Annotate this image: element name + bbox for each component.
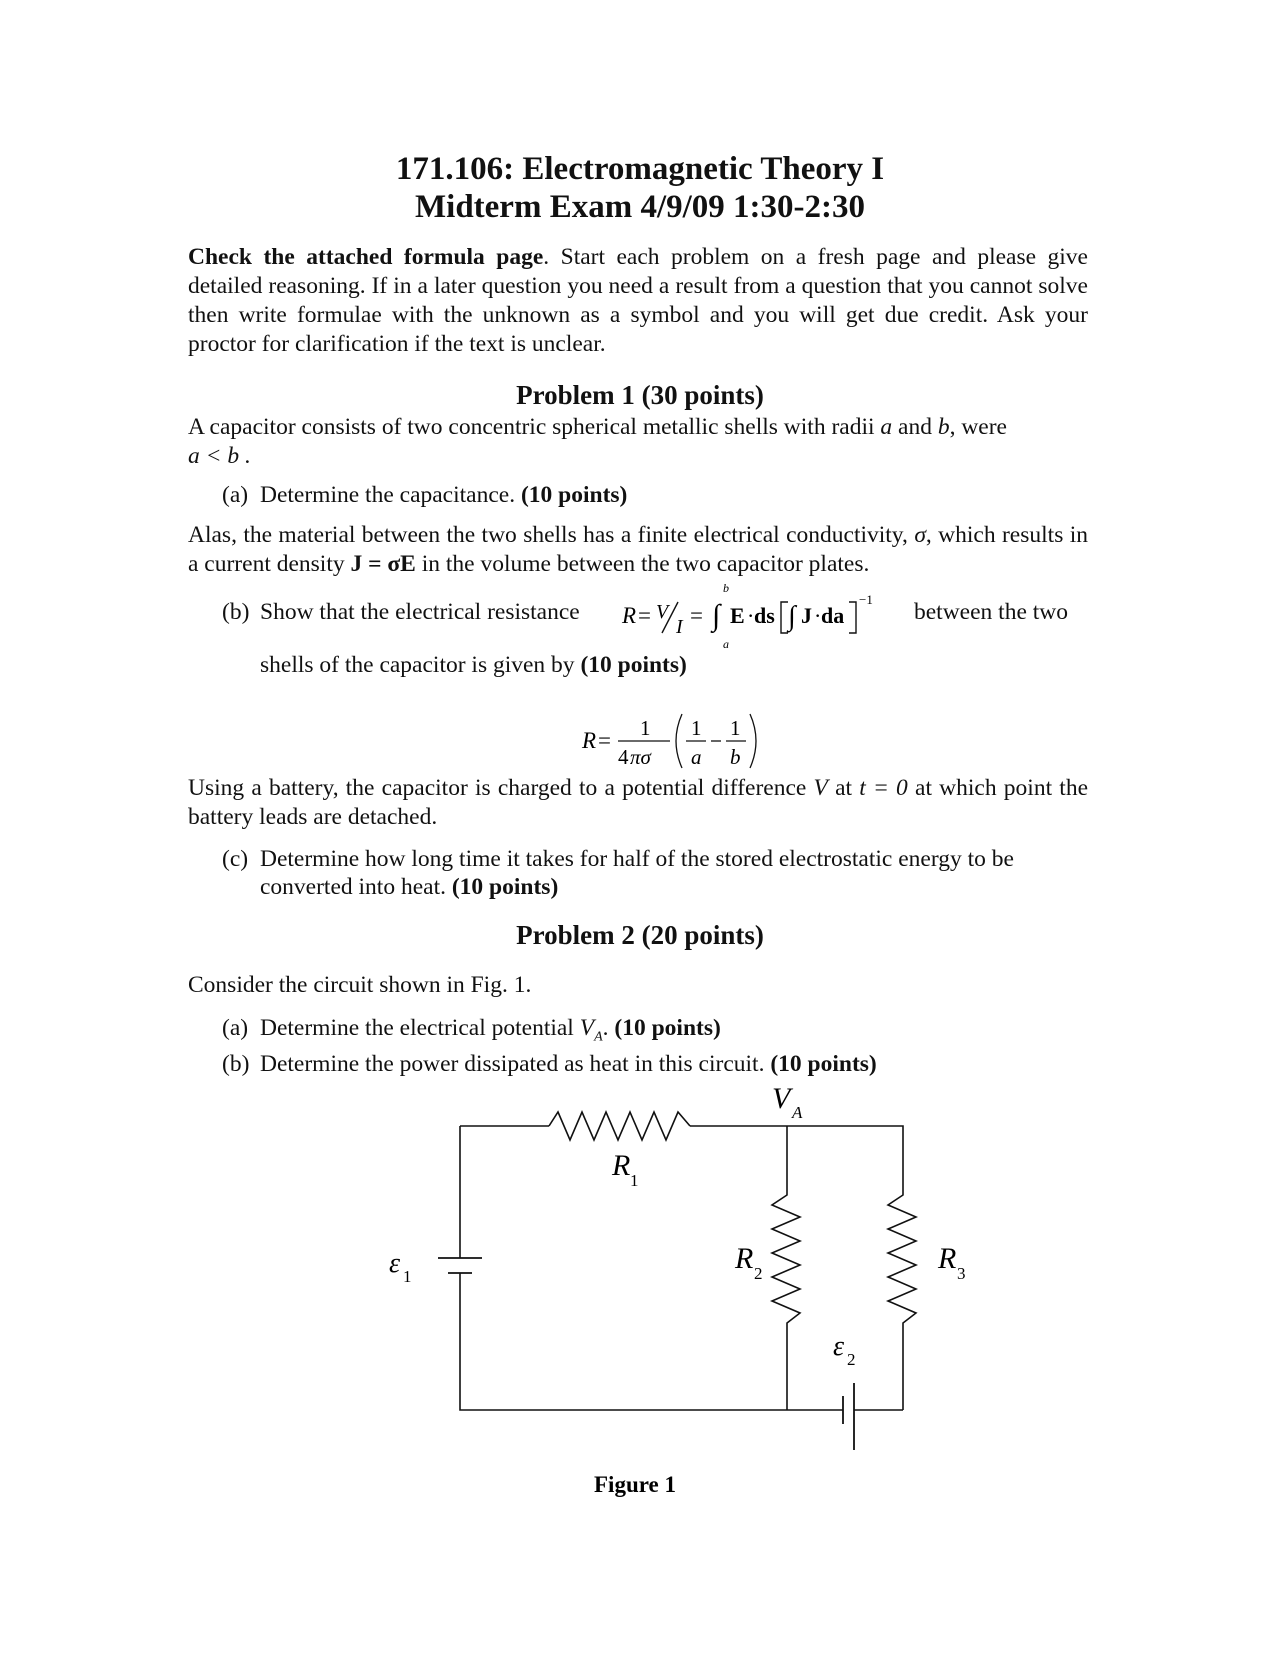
problem1-part-b-line1: (b) Show that the electrical resistance <box>222 599 580 625</box>
svg-text:4: 4 <box>618 745 629 769</box>
label-r3: R <box>938 1242 957 1275</box>
label-r1-sub: 1 <box>630 1171 639 1190</box>
svg-text:E: E <box>730 603 745 628</box>
svg-text:1: 1 <box>691 716 702 740</box>
svg-text:ds: ds <box>754 603 775 628</box>
label-e1: ε <box>389 1248 401 1279</box>
problem1-part-c: (c) Determine how long time it takes for half of the stored electrostatic energy to be converted into heat. (10 points) <box>222 846 1014 900</box>
svg-text:I: I <box>676 616 683 638</box>
problem2-heading: Problem 2 (20 points) <box>516 920 764 950</box>
label-r1: R <box>612 1149 631 1182</box>
problem1-part-b-between: between the two <box>914 599 1069 625</box>
svg-text:·: · <box>814 603 822 628</box>
svg-text:−1: −1 <box>859 592 873 607</box>
problem2-statement: Consider the circuit shown in Fig. 1. <box>188 972 532 998</box>
svg-text:∫: ∫ <box>788 601 796 632</box>
problem1-part-a: (a) Determine the capacitance. (10 points) <box>222 482 628 508</box>
label-e2-sub: 2 <box>847 1350 856 1369</box>
svg-text:R: R <box>582 728 597 753</box>
svg-text:J: J <box>801 603 812 628</box>
wire-top-right <box>690 1126 903 1168</box>
svg-text:πσ: πσ <box>630 745 651 769</box>
wire-left-bottom <box>460 1273 787 1410</box>
problem2-part-a: (a) Determine the electrical potential $V_A$. (10 points) <box>222 1015 721 1045</box>
svg-text:1: 1 <box>730 716 741 740</box>
svg-text:1: 1 <box>640 716 651 740</box>
problem1-statement: A capacitor consists of two concentric spherical metallic shells with radii a and b, were a < b . <box>188 414 1007 469</box>
svg-text:V: V <box>656 601 669 623</box>
course-title: 171.106: Electromagnetic Theory I <box>395 151 885 187</box>
svg-text:b: b <box>723 581 729 595</box>
svg-text:·: · <box>747 603 755 628</box>
svg-text:R: R <box>622 603 637 628</box>
svg-text:a: a <box>723 637 729 651</box>
label-e2: ε <box>833 1331 845 1362</box>
figure-caption: Figure 1 <box>594 1472 676 1497</box>
problem1-heading: Problem 1 (30 points) <box>516 380 764 410</box>
problem2-part-b: (b) Determine the power dissipated as heat in this circuit. (10 points) <box>222 1051 877 1077</box>
resistor-r3 <box>888 1168 916 1410</box>
intro-text: . Start each problem on a fresh page and please give detailed reasoning. If in a later question you need a result from a question that you cannot solve then write formulae with the unknown as a symbol and you will get due credit. Ask your proctor for clarification if the text is unclear. <box>188 244 1088 357</box>
battery-paragraph: Using a battery, the capacitor is charged to a potential difference V at t = 0 at which point the battery leads are detached. <box>188 775 1089 830</box>
label-r2: R <box>735 1242 754 1275</box>
svg-text:=: = <box>638 603 651 628</box>
label-e1-sub: 1 <box>403 1267 412 1286</box>
svg-text:a: a <box>691 745 702 769</box>
label-va-sub: A <box>792 1103 803 1122</box>
label-va: V <box>772 1082 791 1115</box>
label-r2-sub: 2 <box>754 1264 763 1283</box>
problem1-part-b-line2: shells of the capacitor is given by (10 points) <box>260 652 687 678</box>
exam-subtitle: Midterm Exam 4/9/09 1:30-2:30 <box>415 189 865 225</box>
intro-bold-lead: Check the attached formula page <box>188 244 544 270</box>
svg-text:=: = <box>690 603 703 628</box>
svg-text:b: b <box>730 745 741 769</box>
label-r3-sub: 3 <box>957 1264 966 1283</box>
resistor-r1 <box>549 1112 690 1140</box>
resistor-r2 <box>772 1168 800 1410</box>
svg-text:∫: ∫ <box>712 599 721 632</box>
svg-text:da: da <box>821 603 845 628</box>
condition-text: a < b . <box>188 443 251 469</box>
svg-text:=: = <box>598 728 611 753</box>
conductivity-paragraph: Alas, the material between the two shells has a finite electrical conductivity, σ, which results in a current density J = σE in the volume between the two capacitor plates. <box>188 522 1088 577</box>
